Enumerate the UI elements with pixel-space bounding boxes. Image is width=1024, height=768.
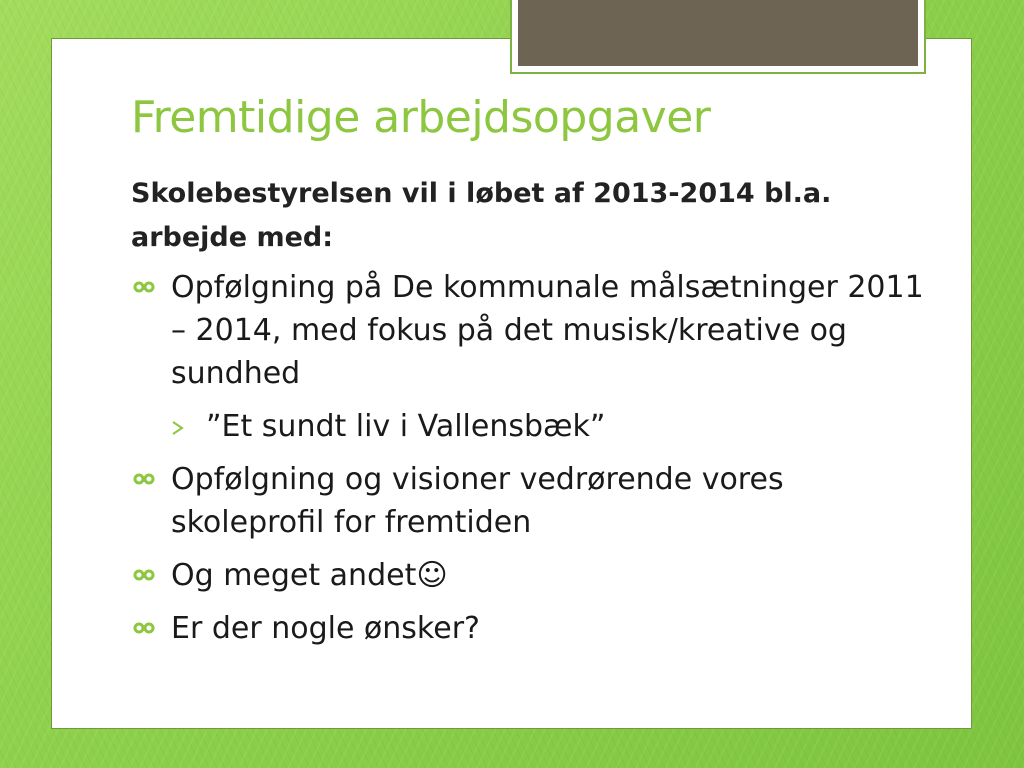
slide-body	[131, 172, 931, 660]
double-circle-bullet-icon	[133, 619, 155, 637]
intro-text: Skolebestyrelsen vil i løbet af 2013-2014 bl.a. arbejde med:	[131, 178, 832, 253]
sub-bullet-item	[131, 405, 931, 448]
bullet-text: Er der nogle ønsker?	[171, 611, 480, 646]
bullet-item	[131, 458, 931, 544]
sub-bullet-text: ”Et sundt liv i Vallensbæk”	[206, 409, 606, 444]
bullet-text: Opfølgning og visioner vedrørende vores skoleprofil for fremtiden	[171, 462, 784, 540]
double-circle-bullet-icon	[133, 278, 155, 296]
bullet-item	[131, 266, 931, 395]
double-circle-bullet-icon	[133, 470, 155, 488]
chevron-right-icon	[171, 420, 185, 436]
bullet-list	[131, 266, 931, 650]
photo-placeholder	[518, 0, 918, 66]
photo-frame	[510, 0, 926, 74]
bullet-item	[131, 607, 931, 650]
bullet-text: Opfølgning på De kommunale målsætninger 2011 – 2014, med fokus på det musisk/kreative og sundhed	[171, 270, 924, 391]
bullet-item	[131, 554, 931, 597]
bullet-text: Og meget andet☺	[171, 558, 448, 593]
slide-title: Fremtidige arbejdsopgaver	[131, 92, 711, 143]
double-circle-bullet-icon	[133, 566, 155, 584]
